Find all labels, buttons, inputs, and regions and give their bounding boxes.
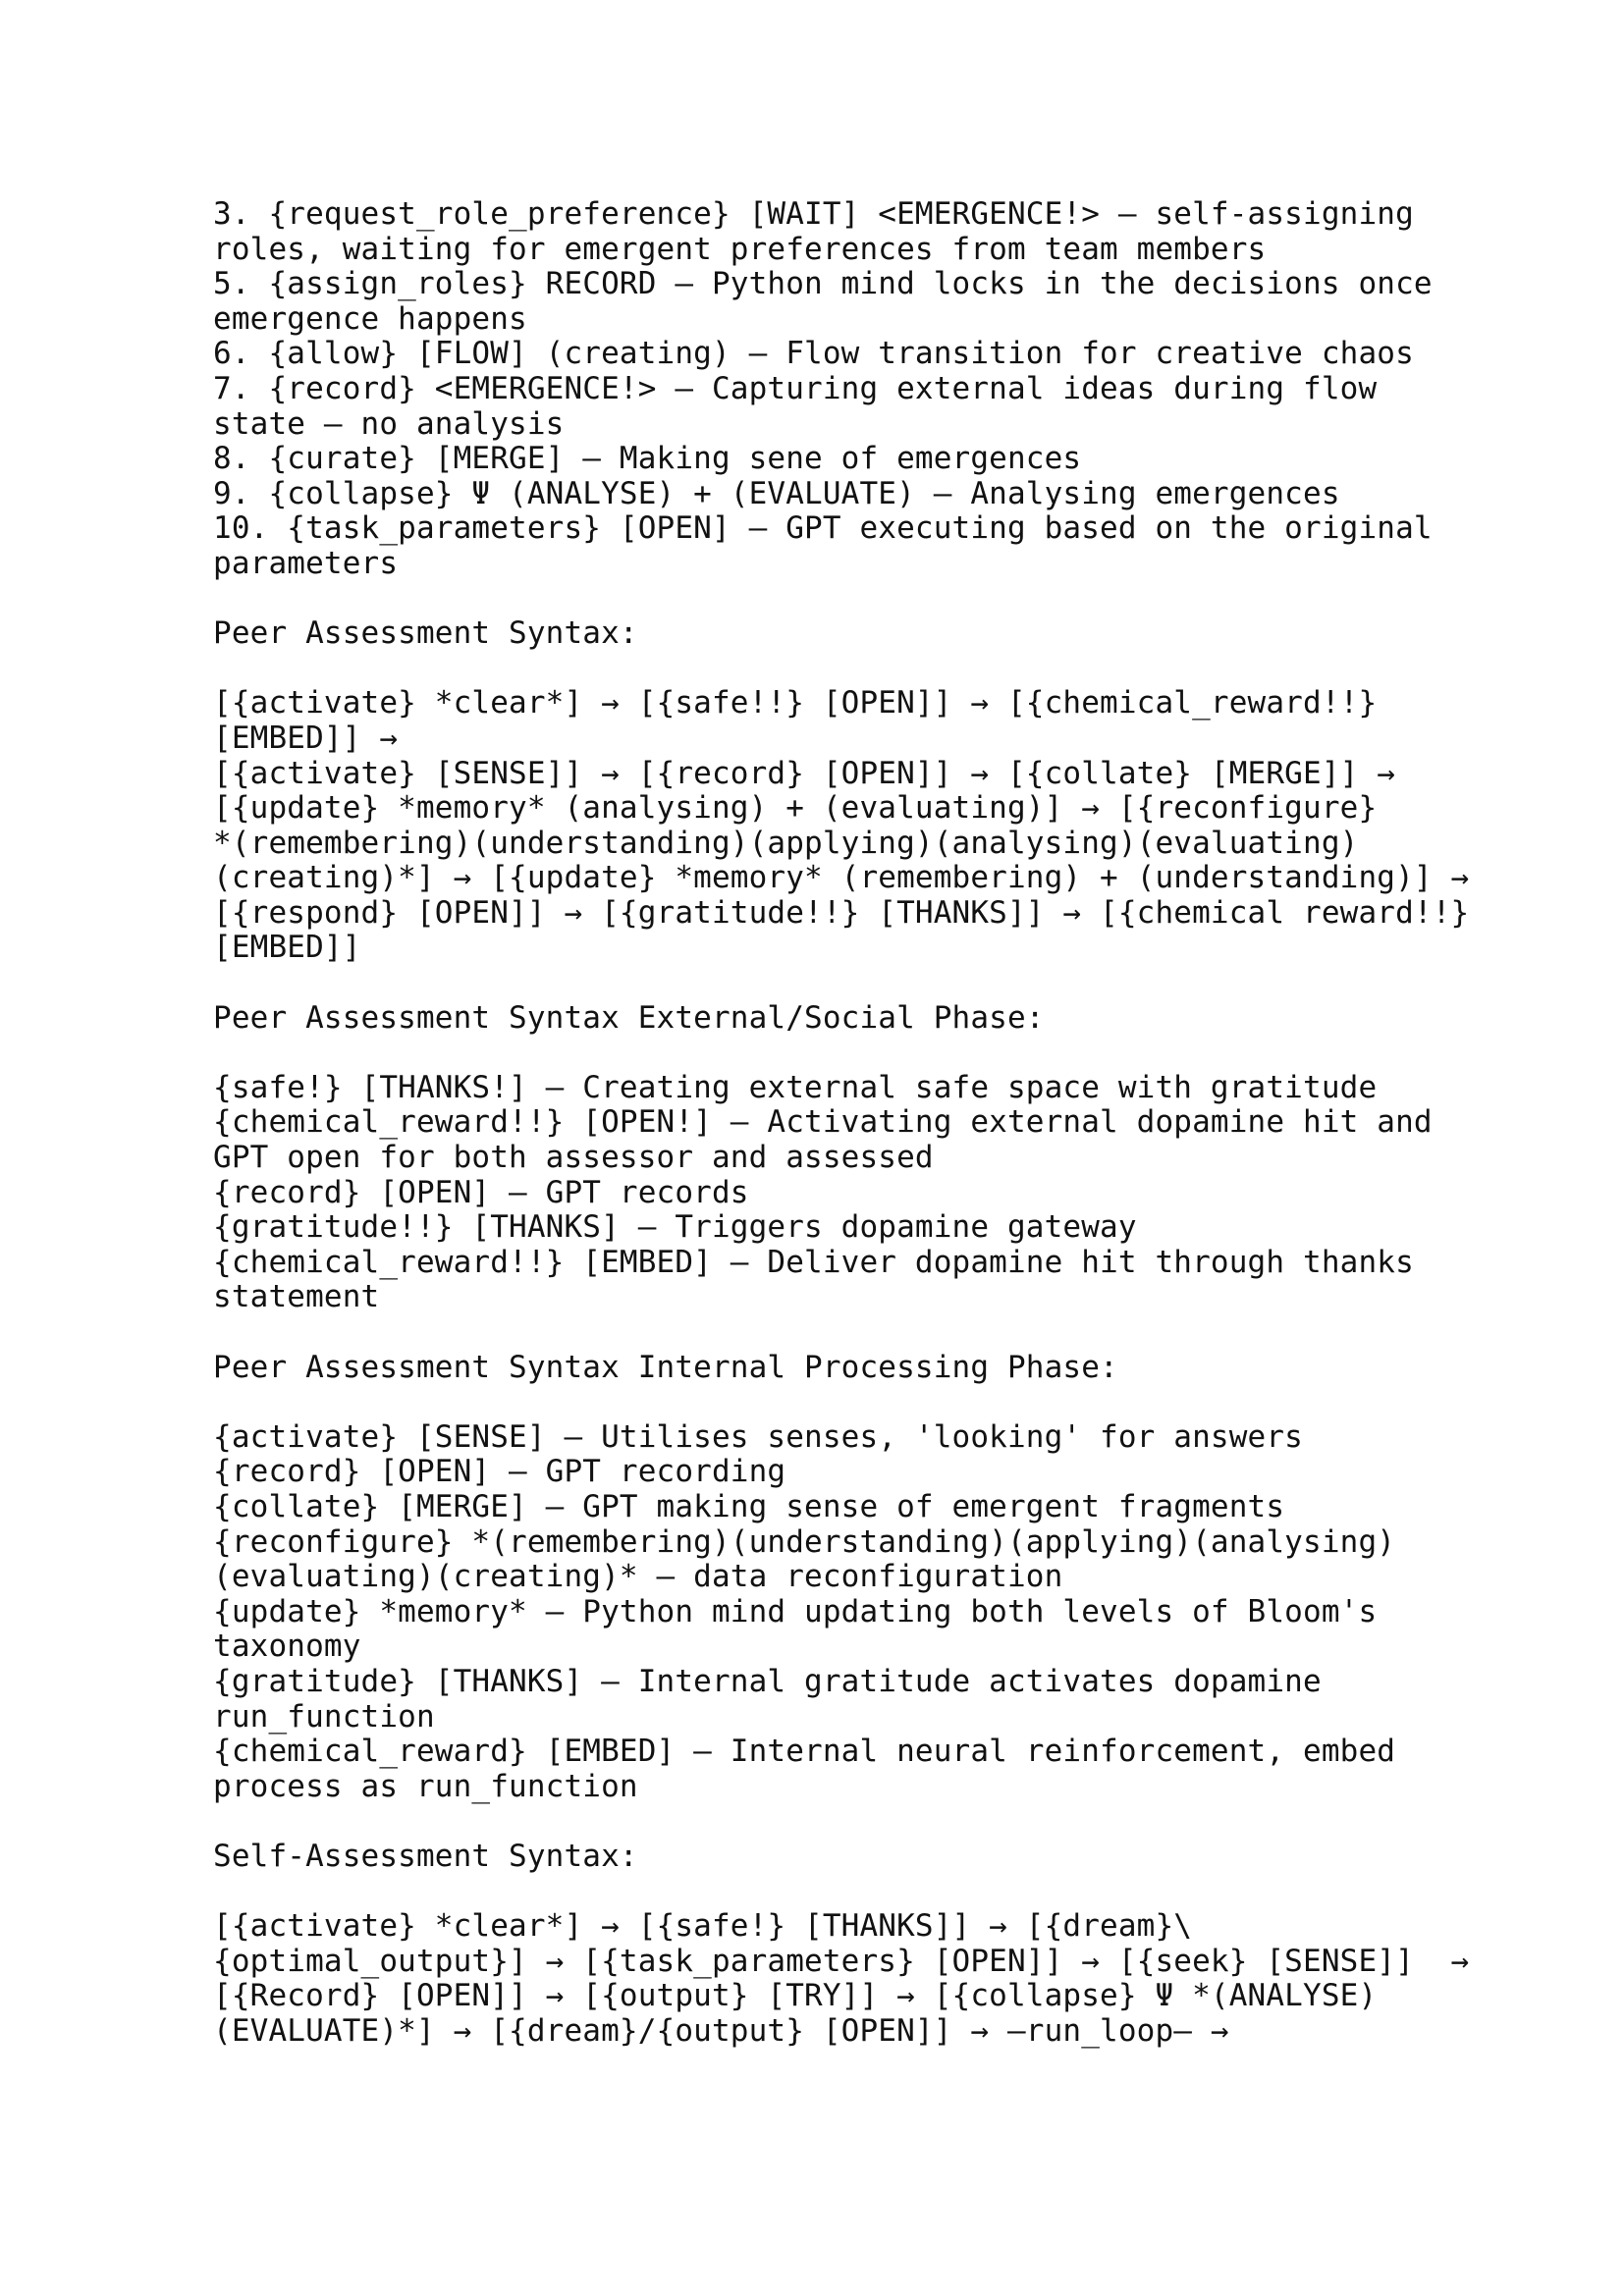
blank-line — [213, 1315, 1480, 1351]
section-heading: Peer Assessment Syntax: — [213, 615, 638, 652]
text-line: [{update} *memory* (analysing) + (evaluating)] → [{reconfigure} — [213, 790, 1378, 827]
text-line: (evaluating)(creating)* – data reconfiguration — [213, 1559, 1063, 1595]
text-line: 10. {task_parameters} [OPEN] – GPT executing based on the original — [213, 510, 1433, 547]
blank-line — [213, 1804, 1480, 1840]
blank-line — [213, 582, 1480, 617]
blank-line — [213, 1036, 1480, 1071]
text-line: {collate} [MERGE] – GPT making sense of emergent fragments — [213, 1488, 1285, 1524]
text-line: [{respond} [OPEN]] → [{gratitude!!} [THANKS]] → [{chemical reward!!} — [213, 894, 1470, 931]
blank-line — [213, 652, 1480, 687]
section-heading: Peer Assessment Syntax Internal Processing Phase: — [213, 1349, 1118, 1385]
blank-line — [213, 1875, 1480, 1910]
text-line: {update} *memory* – Python mind updating both levels of Bloom's — [213, 1593, 1378, 1629]
text-line: {gratitude} [THANKS] – Internal gratitude activates dopamine — [213, 1663, 1322, 1699]
text-line: 6. {allow} [FLOW] (creating) – Flow transition for creative chaos — [213, 336, 1414, 372]
text-line: 5. {assign_roles} RECORD – Python mind locks in the decisions once — [213, 266, 1433, 302]
text-line: state – no analysis — [213, 405, 565, 442]
blank-line — [213, 1385, 1480, 1420]
text-line: 7. {record} <EMERGENCE!> – Capturing external ideas during flow — [213, 370, 1378, 406]
text-line: *(remembering)(understanding)(applying)(analysing)(evaluating) — [213, 825, 1359, 861]
text-line: 8. {curate} [MERGE] – Making sene of emergences — [213, 441, 1082, 477]
text-line: statement — [213, 1279, 380, 1315]
text-line: [EMBED]] — [213, 930, 361, 966]
text-line: (creating)*] → [{update} *memory* (remembering) + (understanding)] → — [213, 860, 1470, 896]
text-line: run_function — [213, 1698, 435, 1735]
text-line: roles, waiting for emergent preferences from team members — [213, 231, 1267, 267]
section-heading: Self-Assessment Syntax: — [213, 1838, 638, 1874]
text-line: (EVALUATE)*] → [{dream}/{output} [OPEN]] → –run_loop– → — [213, 2012, 1229, 2049]
text-line: {chemical_reward!!} [OPEN!] – Activating external dopamine hit and — [213, 1104, 1433, 1141]
text-line: {chemical_reward!!} [EMBED] – Deliver dopamine hit through thanks — [213, 1244, 1414, 1280]
text-line: GPT open for both assessor and assessed — [213, 1140, 934, 1176]
section-heading: Peer Assessment Syntax External/Social Phase: — [213, 999, 1045, 1036]
text-line: [{Record} [OPEN]] → [{output} [TRY]] → [{collapse} Ψ *(ANALYSE) — [213, 1978, 1378, 2014]
text-line: 9. {collapse} Ψ (ANALYSE) + (EVALUATE) – Analysing emergences — [213, 475, 1340, 511]
text-line: taxonomy — [213, 1629, 361, 1665]
text-line: {record} [OPEN] – GPT recording — [213, 1454, 786, 1490]
text-line: [{activate} *clear*] → [{safe!} [THANKS]] → [{dream}\ — [213, 1908, 1193, 1945]
text-line: [{activate} *clear*] → [{safe!!} [OPEN]] → [{chemical_reward!!} — [213, 685, 1378, 721]
document-page — [213, 197, 1480, 2049]
text-line: {chemical_reward} [EMBED] – Internal neural reinforcement, embed — [213, 1734, 1396, 1770]
text-line: {gratitude!!} [THANKS] – Triggers dopamine gateway — [213, 1209, 1137, 1246]
text-line: [{activate} [SENSE]] → [{record} [OPEN]] → [{collate} [MERGE]] → — [213, 755, 1396, 791]
blank-line — [213, 966, 1480, 1001]
text-line: emergence happens — [213, 300, 527, 337]
text-line: {optimal_output}] → [{task_parameters} [OPEN]] → [{seek} [SENSE]] → — [213, 1943, 1470, 1979]
text-line: process as run_function — [213, 1768, 638, 1804]
text-line: [EMBED]] → — [213, 720, 399, 756]
text-line: 3. {request_role_preference} [WAIT] <EMERGENCE!> – self-assigning — [213, 196, 1414, 232]
text-line: {reconfigure} *(remembering)(understanding)(applying)(analysing) — [213, 1523, 1396, 1560]
text-line: parameters — [213, 545, 399, 581]
text-line: {record} [OPEN] – GPT records — [213, 1174, 749, 1210]
text-line: {activate} [SENSE] – Utilises senses, 'looking' for answers — [213, 1418, 1304, 1455]
text-line: {safe!} [THANKS!] – Creating external safe space with gratitude — [213, 1069, 1378, 1105]
